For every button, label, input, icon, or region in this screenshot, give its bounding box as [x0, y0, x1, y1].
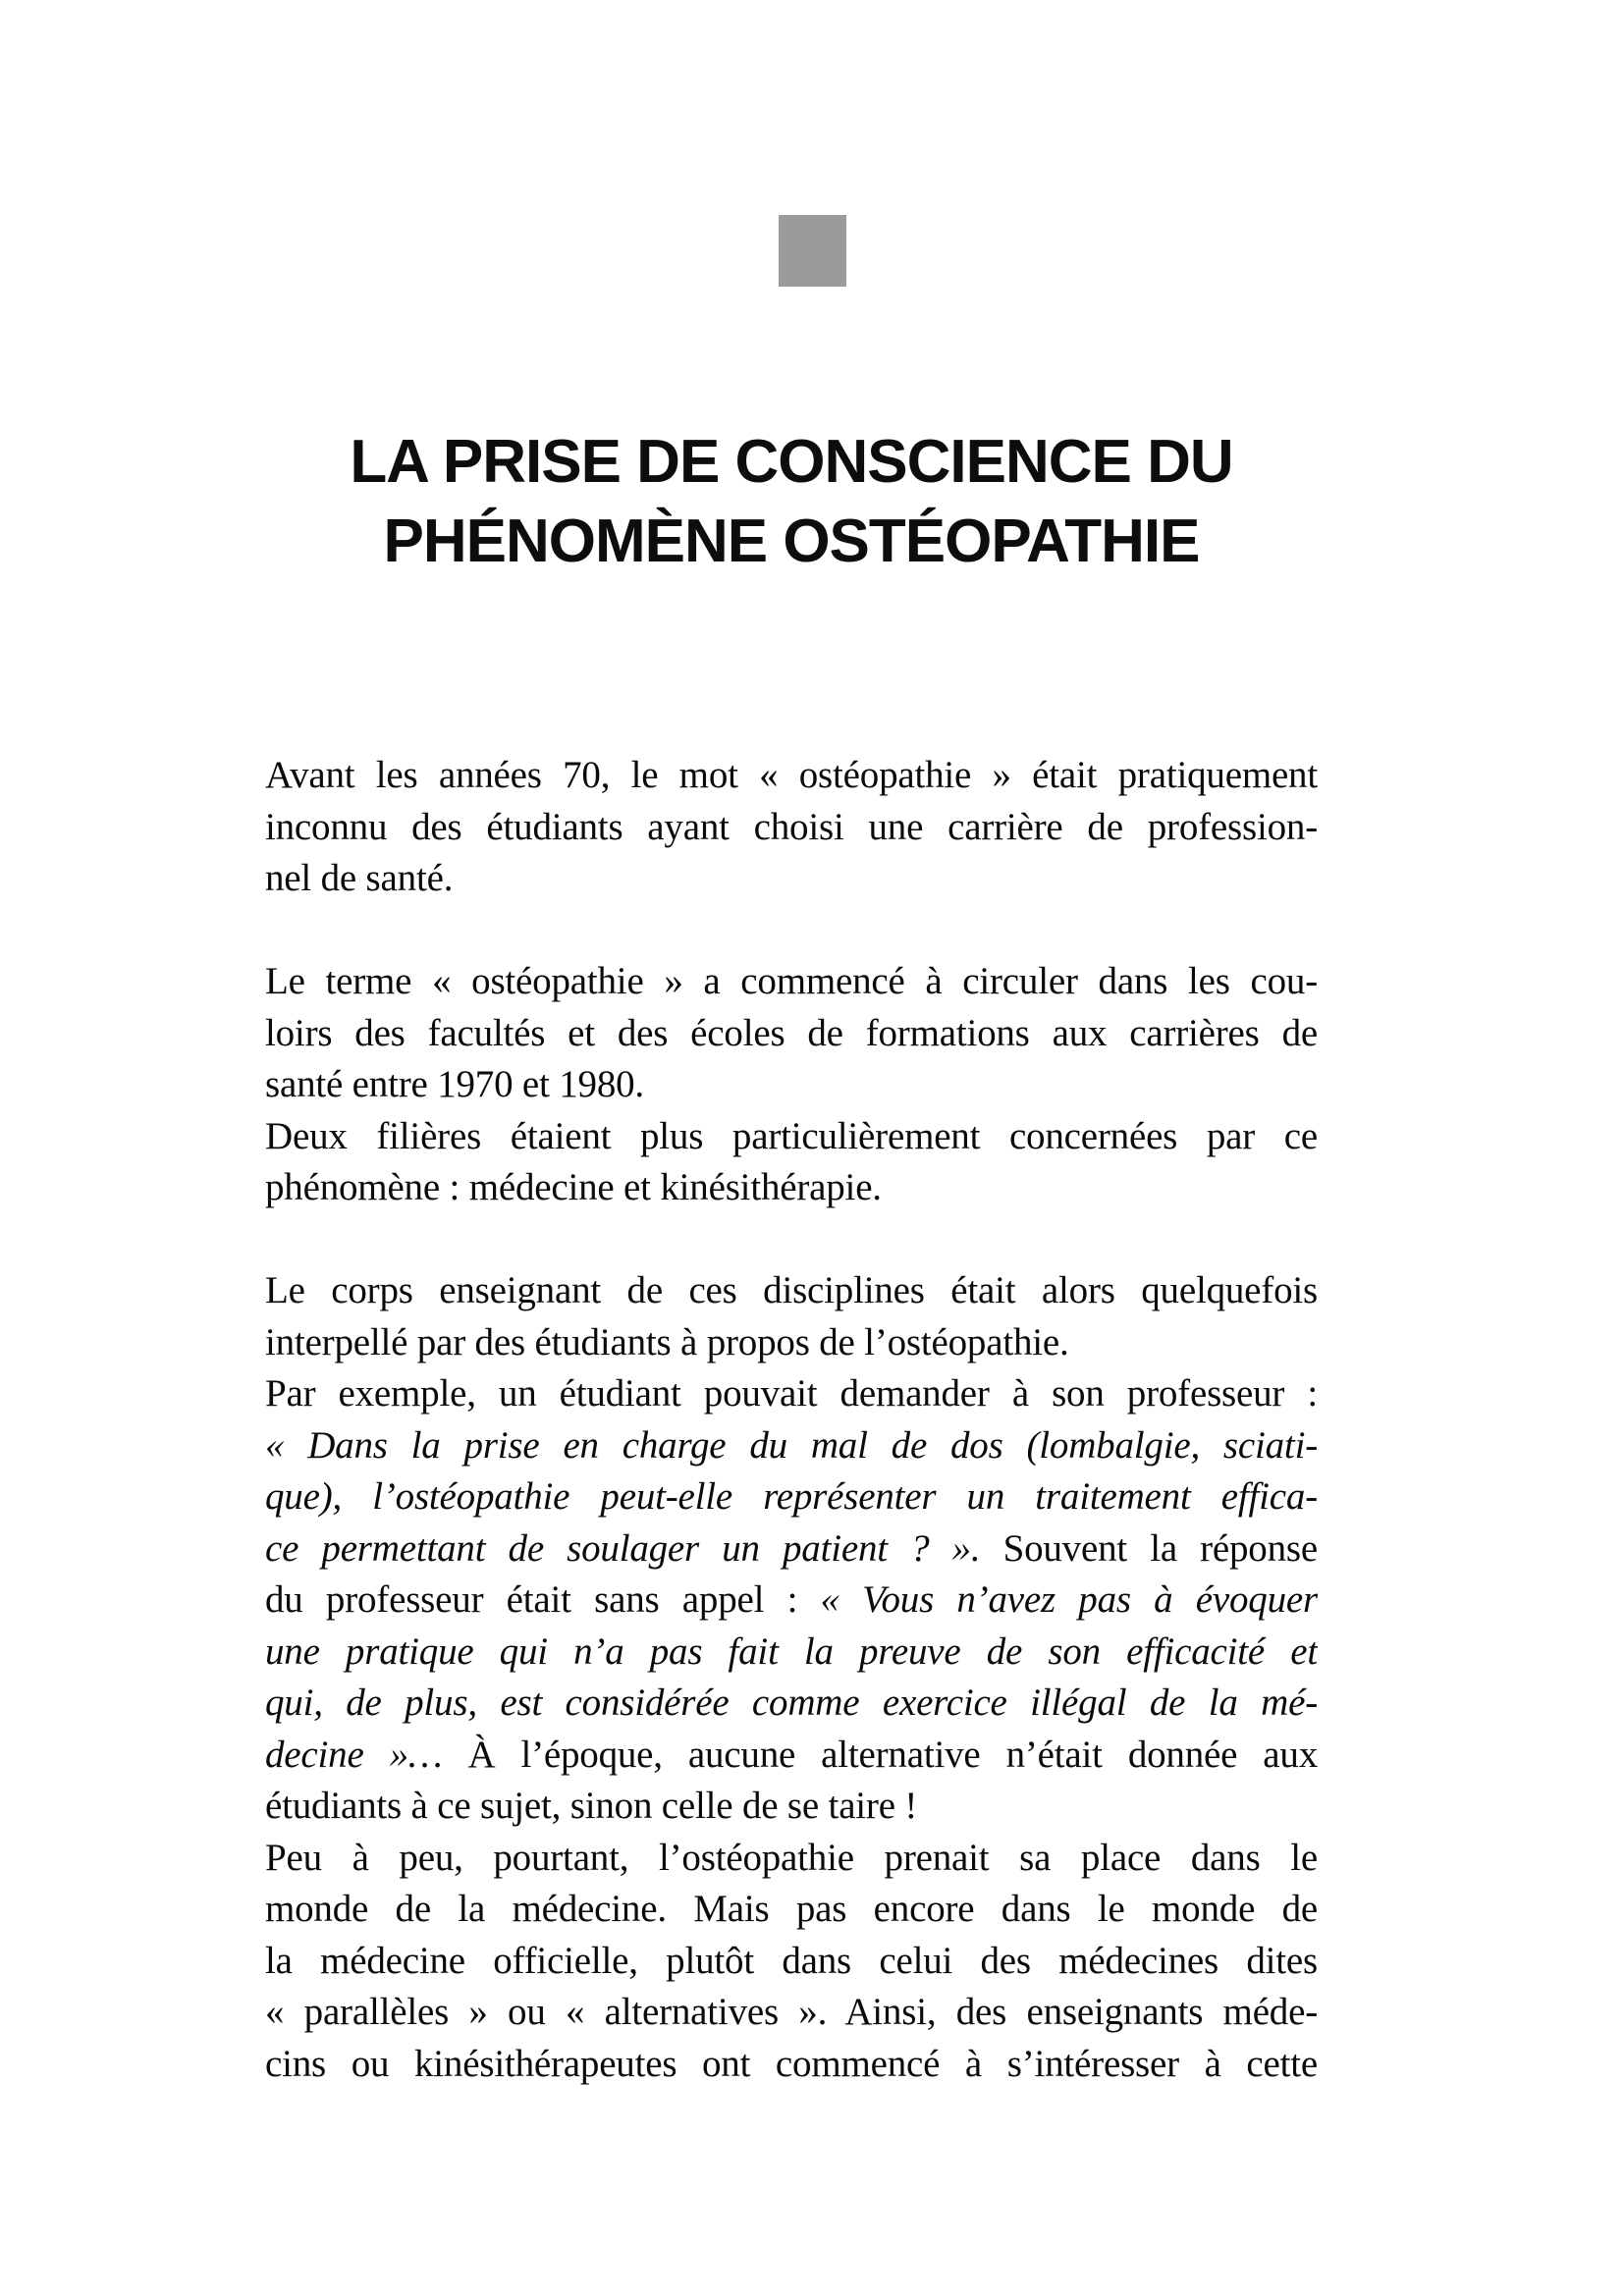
text-line [265, 1936, 1318, 1988]
quoted-italic-text: « Dans la prise en charge du mal de dos (lombalgie, sciati- [265, 1423, 1318, 1467]
body-text-segment: du professeur était sans appel : [265, 1578, 821, 1621]
body-text-segment: inconnu des étudiants ayant choisi une carrière de profession- [265, 805, 1318, 848]
quoted-italic-text: ce permettant de soulager un patient ? ». [265, 1526, 1003, 1570]
paragraph-6 [265, 1833, 1318, 2091]
text-line [265, 956, 1318, 1008]
text-line [265, 1420, 1318, 1472]
paragraph-2 [265, 956, 1318, 1111]
text-line [265, 1008, 1318, 1060]
body-text-segment: Le corps enseignant de ces disciplines était alors quelquefois [265, 1269, 1318, 1311]
paragraph-3 [265, 1111, 1318, 1214]
text-line [265, 750, 1318, 802]
body-text-segment: Avant les années 70, le mot « ostéopathie » était pratiquement [265, 754, 1318, 796]
quoted-italic-text: « Vous n’avez pas à évoquer [820, 1578, 1318, 1621]
text-line [265, 802, 1318, 854]
text-line [265, 1575, 1318, 1627]
chapter-ornament-square [779, 215, 846, 287]
text-line [265, 2039, 1318, 2091]
body-text-segment: Le terme « ostéopathie » a commencé à circuler dans les cou- [265, 960, 1318, 1002]
body-text-segment: cins ou kinésithérapeutes ont commencé à s’intéresser à cette [265, 2042, 1318, 2085]
body-text-segment: monde de la médecine. Mais pas encore dans le monde de [265, 1888, 1318, 1930]
text-line [265, 1987, 1318, 2039]
text-line [265, 853, 1318, 905]
body-text-segment: loirs des facultés et des écoles de formations aux carrières de [265, 1011, 1318, 1054]
body-text-segment: la médecine officielle, plutôt dans celui des médecines dites [265, 1939, 1318, 1982]
quoted-italic-text: decine »… [265, 1733, 468, 1776]
body-text-segment: interpellé par des étudiants à propos de l’ostéopathie. [265, 1320, 1069, 1363]
text-line [265, 1471, 1318, 1523]
body-text-segment: étudiants à ce sujet, sinon celle de se taire ! [265, 1785, 918, 1827]
body-text-segment: Peu à peu, pourtant, l’ostéopathie prenait sa place dans le [265, 1836, 1318, 1879]
quoted-italic-text: une pratique qui n’a pas fait la preuve de son efficacité et [265, 1629, 1318, 1673]
chapter-title [265, 422, 1318, 581]
quoted-italic-text: qui, de plus, est considérée comme exercice illégal de la mé- [265, 1682, 1318, 1724]
quoted-italic-text: que), l’ostéopathie peut-elle représenter un traitement effica- [265, 1475, 1318, 1518]
text-line [265, 1265, 1318, 1317]
body-text-segment: Souvent la réponse [1002, 1526, 1318, 1570]
body-text-segment: À l’époque, aucune alternative n’était donnée aux [467, 1733, 1318, 1776]
text-line [265, 1884, 1318, 1936]
chapter-title-line-1: LA PRISE DE CONSCIENCE DU [350, 428, 1233, 496]
paragraph-1 [265, 750, 1318, 905]
text-line [265, 1059, 1318, 1111]
text-line [265, 1627, 1318, 1679]
text-line [265, 1111, 1318, 1163]
body-text-segment: nel de santé. [265, 857, 454, 899]
paragraph-4 [265, 1265, 1318, 1368]
body-text-segment: Deux filières étaient plus particulièrement concernées par ce [265, 1114, 1318, 1157]
text-line [265, 1523, 1318, 1575]
text-line [265, 1781, 1318, 1833]
text-line [265, 1317, 1318, 1369]
text-line [265, 1678, 1318, 1730]
text-line [265, 1368, 1318, 1420]
body-text-segment: Par exemple, un étudiant pouvait demander à son professeur : [265, 1372, 1318, 1415]
chapter-title-line-2: PHÉNOMÈNE OSTÉOPATHIE [383, 507, 1200, 575]
paragraph-5 [265, 1368, 1318, 1833]
text-line [265, 1730, 1318, 1782]
body-text-segment: santé entre 1970 et 1980. [265, 1063, 644, 1105]
body-text-segment: « parallèles » ou « alternatives ». Ainsi, des enseignants méde- [265, 1991, 1318, 2033]
body-text-segment: phénomène : médecine et kinésithérapie. [265, 1166, 882, 1208]
text-line [265, 1833, 1318, 1885]
body-text [265, 750, 1318, 2090]
text-line [265, 1162, 1318, 1214]
